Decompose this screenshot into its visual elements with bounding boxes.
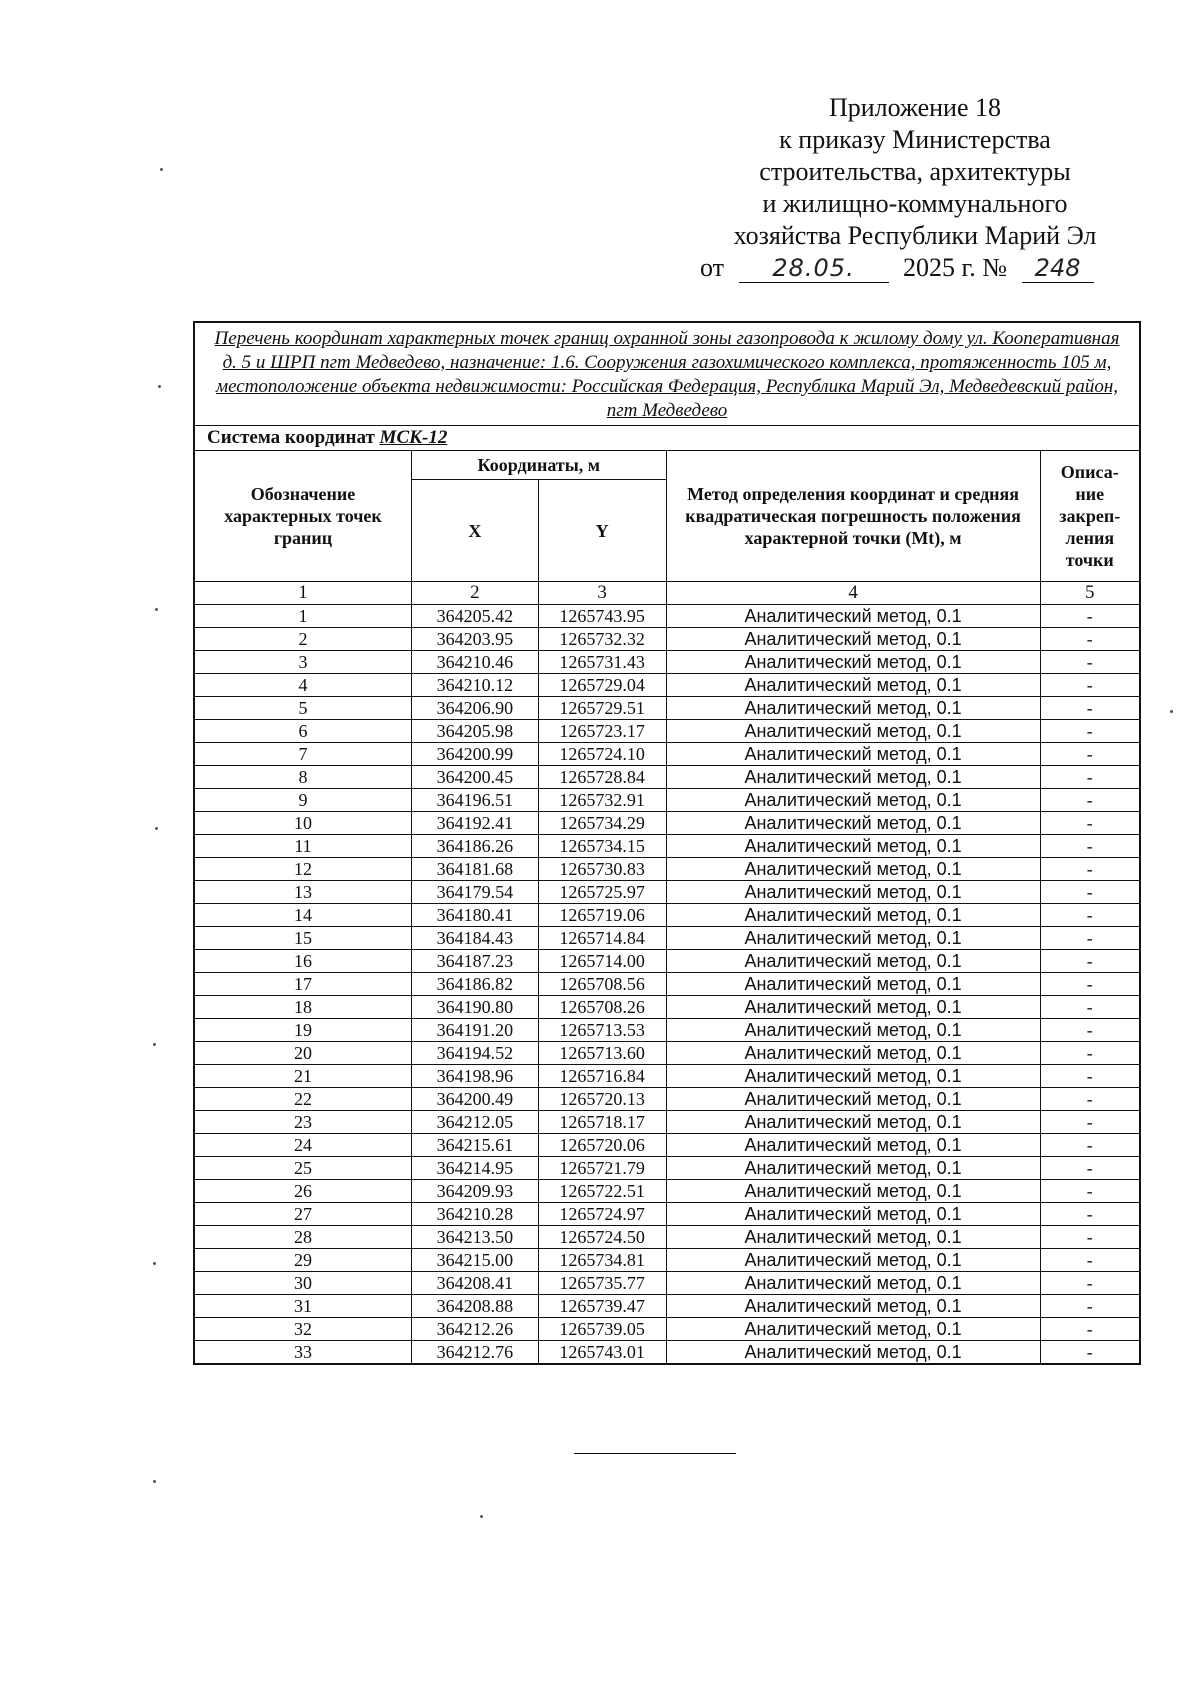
coord-y: 1265739.47	[538, 1295, 666, 1318]
table-row	[194, 766, 1140, 789]
document-header	[700, 92, 1130, 284]
table-row	[194, 674, 1140, 697]
coord-y: 1265713.60	[538, 1042, 666, 1065]
coord-x: 364198.96	[412, 1065, 539, 1088]
point-number: 7	[194, 743, 412, 766]
coordinate-system-value: МСК-12	[379, 427, 448, 448]
coord-y: 1265735.77	[538, 1272, 666, 1295]
method: Аналитический метод, 0.1	[666, 1318, 1040, 1341]
fixation-description: -	[1040, 1295, 1140, 1318]
table-row	[194, 651, 1140, 674]
coord-y: 1265729.51	[538, 697, 666, 720]
coord-x: 364200.45	[412, 766, 539, 789]
coord-x: 364215.00	[412, 1249, 539, 1272]
coord-x: 364208.88	[412, 1295, 539, 1318]
coord-y: 1265724.10	[538, 743, 666, 766]
ministry-line-2: и жилищно-коммунального	[762, 189, 1068, 218]
coord-x: 364212.05	[412, 1111, 539, 1134]
method: Аналитический метод, 0.1	[666, 973, 1040, 996]
fixation-description: -	[1040, 1272, 1140, 1295]
coord-y: 1265723.17	[538, 720, 666, 743]
coord-x: 364215.61	[412, 1134, 539, 1157]
coord-x: 364210.46	[412, 651, 539, 674]
table-title: Перечень координат характерных точек границ охранной зоны газопровода к жилому дому ул. Кооперативная д. 5 и ШРП пгт Медведево, назначение: 1.6. Сооружения газохимического комплекса, протяженность 105 м, местоположение объекта недвижимости: Российская Федерация, Республика Марий Эл, Медведевский район, пгт Медведево	[194, 322, 1140, 426]
point-number: 32	[194, 1318, 412, 1341]
table-row	[194, 927, 1140, 950]
coord-y: 1265739.05	[538, 1318, 666, 1341]
header-method: Метод определения координат и средняя квадратическая погрешность положения характерной точки (Mt), м	[666, 451, 1040, 582]
coord-y: 1265719.06	[538, 904, 666, 927]
coord-y: 1265732.91	[538, 789, 666, 812]
table-row	[194, 881, 1140, 904]
coord-y: 1265734.29	[538, 812, 666, 835]
point-number: 12	[194, 858, 412, 881]
coord-x: 364212.26	[412, 1318, 539, 1341]
scan-speck	[155, 608, 158, 611]
point-number: 13	[194, 881, 412, 904]
coord-x: 364186.82	[412, 973, 539, 996]
method: Аналитический метод, 0.1	[666, 927, 1040, 950]
ministry-line-3: хозяйства Республики Марий Эл	[733, 221, 1097, 250]
table-row	[194, 1226, 1140, 1249]
fixation-description: -	[1040, 1226, 1140, 1249]
table-row	[194, 605, 1140, 628]
coord-y: 1265714.00	[538, 950, 666, 973]
coord-y: 1265724.97	[538, 1203, 666, 1226]
method: Аналитический метод, 0.1	[666, 904, 1040, 927]
table-row	[194, 950, 1140, 973]
table-row	[194, 1042, 1140, 1065]
coord-x: 364192.41	[412, 812, 539, 835]
coord-y: 1265718.17	[538, 1111, 666, 1134]
coord-y: 1265724.50	[538, 1226, 666, 1249]
point-number: 15	[194, 927, 412, 950]
fixation-description: -	[1040, 1341, 1140, 1365]
table-row	[194, 1203, 1140, 1226]
coord-y: 1265725.97	[538, 881, 666, 904]
point-number: 8	[194, 766, 412, 789]
table-row	[194, 1065, 1140, 1088]
coord-x: 364196.51	[412, 789, 539, 812]
scan-speck	[1170, 710, 1173, 713]
point-number: 31	[194, 1295, 412, 1318]
fixation-description: -	[1040, 973, 1140, 996]
fixation-description: -	[1040, 789, 1140, 812]
table-row	[194, 743, 1140, 766]
table-row	[194, 858, 1140, 881]
scan-speck	[153, 1480, 156, 1483]
table-row	[194, 1249, 1140, 1272]
coord-y: 1265720.13	[538, 1088, 666, 1111]
coord-x: 364209.93	[412, 1180, 539, 1203]
coord-x: 364194.52	[412, 1042, 539, 1065]
point-number: 4	[194, 674, 412, 697]
coord-x: 364200.99	[412, 743, 539, 766]
coord-x: 364208.41	[412, 1272, 539, 1295]
point-number: 5	[194, 697, 412, 720]
coord-x: 364179.54	[412, 881, 539, 904]
handwritten-number: 248	[1022, 254, 1094, 283]
header-description: Описа-ние закреп-ления точки	[1040, 451, 1140, 582]
coord-x: 364203.95	[412, 628, 539, 651]
scan-speck	[158, 385, 161, 388]
method: Аналитический метод, 0.1	[666, 812, 1040, 835]
coord-x: 364205.42	[412, 605, 539, 628]
table-row	[194, 1318, 1140, 1341]
coord-y: 1265716.84	[538, 1065, 666, 1088]
fixation-description: -	[1040, 1019, 1140, 1042]
fixation-description: -	[1040, 651, 1140, 674]
point-number: 22	[194, 1088, 412, 1111]
fixation-description: -	[1040, 1249, 1140, 1272]
coord-y: 1265743.95	[538, 605, 666, 628]
fixation-description: -	[1040, 904, 1140, 927]
column-number-3: 3	[538, 582, 666, 605]
method: Аналитический метод, 0.1	[666, 1019, 1040, 1042]
coord-y: 1265728.84	[538, 766, 666, 789]
method: Аналитический метод, 0.1	[666, 1249, 1040, 1272]
fixation-description: -	[1040, 1180, 1140, 1203]
coord-x: 364186.26	[412, 835, 539, 858]
point-number: 23	[194, 1111, 412, 1134]
fixation-description: -	[1040, 743, 1140, 766]
coord-y: 1265722.51	[538, 1180, 666, 1203]
method: Аналитический метод, 0.1	[666, 1157, 1040, 1180]
coord-y: 1265721.79	[538, 1157, 666, 1180]
table-row	[194, 697, 1140, 720]
point-number: 21	[194, 1065, 412, 1088]
coordinates-table	[193, 321, 1141, 1365]
coord-x: 364205.98	[412, 720, 539, 743]
point-number: 28	[194, 1226, 412, 1249]
coord-x: 364184.43	[412, 927, 539, 950]
table-row	[194, 904, 1140, 927]
fixation-description: -	[1040, 1157, 1140, 1180]
point-number: 33	[194, 1341, 412, 1365]
method: Аналитический метод, 0.1	[666, 720, 1040, 743]
point-number: 20	[194, 1042, 412, 1065]
fixation-description: -	[1040, 858, 1140, 881]
point-number: 29	[194, 1249, 412, 1272]
handwritten-date: 28.05.	[739, 254, 889, 283]
year-number-label: 2025 г. №	[903, 253, 1008, 282]
coord-x: 364212.76	[412, 1341, 539, 1365]
header-coordinates: Координаты, м	[412, 451, 667, 480]
method: Аналитический метод, 0.1	[666, 1203, 1040, 1226]
table-row	[194, 973, 1140, 996]
coord-x: 364210.12	[412, 674, 539, 697]
coord-x: 364210.28	[412, 1203, 539, 1226]
table-row	[194, 1180, 1140, 1203]
fixation-description: -	[1040, 950, 1140, 973]
fixation-description: -	[1040, 697, 1140, 720]
method: Аналитический метод, 0.1	[666, 950, 1040, 973]
coord-y: 1265708.56	[538, 973, 666, 996]
fixation-description: -	[1040, 1318, 1140, 1341]
point-number: 30	[194, 1272, 412, 1295]
method: Аналитический метод, 0.1	[666, 1226, 1040, 1249]
fixation-description: -	[1040, 628, 1140, 651]
column-number-1: 1	[194, 582, 412, 605]
column-number-4: 4	[666, 582, 1040, 605]
coordinate-system-row	[194, 426, 1140, 451]
coord-x: 364181.68	[412, 858, 539, 881]
point-number: 26	[194, 1180, 412, 1203]
table-row	[194, 812, 1140, 835]
fixation-description: -	[1040, 996, 1140, 1019]
coord-y: 1265720.06	[538, 1134, 666, 1157]
scan-speck	[160, 168, 163, 171]
fixation-description: -	[1040, 927, 1140, 950]
method: Аналитический метод, 0.1	[666, 996, 1040, 1019]
fixation-description: -	[1040, 1134, 1140, 1157]
table-row	[194, 1295, 1140, 1318]
ministry-line-1: строительства, архитектуры	[759, 157, 1071, 186]
method: Аналитический метод, 0.1	[666, 605, 1040, 628]
column-number-2: 2	[412, 582, 539, 605]
fixation-description: -	[1040, 674, 1140, 697]
point-number: 1	[194, 605, 412, 628]
coord-x: 364191.20	[412, 1019, 539, 1042]
method: Аналитический метод, 0.1	[666, 766, 1040, 789]
scan-speck	[480, 1515, 483, 1518]
point-number: 2	[194, 628, 412, 651]
table-row	[194, 1111, 1140, 1134]
coord-x: 364200.49	[412, 1088, 539, 1111]
column-number-5: 5	[1040, 582, 1140, 605]
method: Аналитический метод, 0.1	[666, 858, 1040, 881]
coord-y: 1265734.81	[538, 1249, 666, 1272]
table-row	[194, 628, 1140, 651]
point-number: 9	[194, 789, 412, 812]
method: Аналитический метод, 0.1	[666, 835, 1040, 858]
appendix-title: Приложение 18	[828, 93, 1002, 122]
method: Аналитический метод, 0.1	[666, 697, 1040, 720]
fixation-description: -	[1040, 1203, 1140, 1226]
table-row	[194, 1341, 1140, 1365]
point-number: 27	[194, 1203, 412, 1226]
coord-y: 1265714.84	[538, 927, 666, 950]
point-number: 6	[194, 720, 412, 743]
fixation-description: -	[1040, 1042, 1140, 1065]
table-row	[194, 1088, 1140, 1111]
point-number: 3	[194, 651, 412, 674]
point-number: 25	[194, 1157, 412, 1180]
point-number: 10	[194, 812, 412, 835]
scan-speck	[155, 827, 158, 830]
order-line: к приказу Министерства	[779, 125, 1051, 154]
coordinate-system-label: Система координат	[207, 427, 375, 448]
method: Аналитический метод, 0.1	[666, 628, 1040, 651]
fixation-description: -	[1040, 720, 1140, 743]
coord-y: 1265734.15	[538, 835, 666, 858]
fixation-description: -	[1040, 1111, 1140, 1134]
method: Аналитический метод, 0.1	[666, 1180, 1040, 1203]
method: Аналитический метод, 0.1	[666, 1341, 1040, 1365]
fixation-description: -	[1040, 1088, 1140, 1111]
method: Аналитический метод, 0.1	[666, 1272, 1040, 1295]
coord-x: 364213.50	[412, 1226, 539, 1249]
table-row	[194, 789, 1140, 812]
table-row	[194, 720, 1140, 743]
fixation-description: -	[1040, 605, 1140, 628]
method: Аналитический метод, 0.1	[666, 674, 1040, 697]
coord-y: 1265732.32	[538, 628, 666, 651]
point-number: 17	[194, 973, 412, 996]
point-number: 16	[194, 950, 412, 973]
point-number: 19	[194, 1019, 412, 1042]
scan-speck	[153, 1262, 156, 1265]
method: Аналитический метод, 0.1	[666, 881, 1040, 904]
fixation-description: -	[1040, 835, 1140, 858]
table-row	[194, 1272, 1140, 1295]
closing-line	[574, 1453, 736, 1454]
method: Аналитический метод, 0.1	[666, 1134, 1040, 1157]
coord-x: 364180.41	[412, 904, 539, 927]
point-number: 11	[194, 835, 412, 858]
date-prefix: от	[700, 253, 725, 282]
method: Аналитический метод, 0.1	[666, 1042, 1040, 1065]
scan-speck	[153, 1043, 156, 1046]
coord-x: 364206.90	[412, 697, 539, 720]
table-row	[194, 835, 1140, 858]
point-number: 14	[194, 904, 412, 927]
header-y: Y	[538, 480, 666, 582]
fixation-description: -	[1040, 766, 1140, 789]
method: Аналитический метод, 0.1	[666, 789, 1040, 812]
table-row	[194, 1019, 1140, 1042]
method: Аналитический метод, 0.1	[666, 1295, 1040, 1318]
coord-y: 1265729.04	[538, 674, 666, 697]
point-number: 24	[194, 1134, 412, 1157]
table-row	[194, 1134, 1140, 1157]
coord-y: 1265743.01	[538, 1341, 666, 1365]
table-body	[194, 605, 1140, 1365]
point-number: 18	[194, 996, 412, 1019]
coord-x: 364214.95	[412, 1157, 539, 1180]
coord-x: 364190.80	[412, 996, 539, 1019]
method: Аналитический метод, 0.1	[666, 1111, 1040, 1134]
coord-x: 364187.23	[412, 950, 539, 973]
method: Аналитический метод, 0.1	[666, 1088, 1040, 1111]
fixation-description: -	[1040, 1065, 1140, 1088]
date-number-line	[700, 252, 1130, 284]
table-row	[194, 996, 1140, 1019]
header-point: Обозначение характерных точек границ	[194, 451, 412, 582]
fixation-description: -	[1040, 812, 1140, 835]
coord-y: 1265731.43	[538, 651, 666, 674]
coord-y: 1265713.53	[538, 1019, 666, 1042]
header-x: X	[412, 480, 539, 582]
method: Аналитический метод, 0.1	[666, 1065, 1040, 1088]
method: Аналитический метод, 0.1	[666, 651, 1040, 674]
table-row	[194, 1157, 1140, 1180]
method: Аналитический метод, 0.1	[666, 743, 1040, 766]
fixation-description: -	[1040, 881, 1140, 904]
coord-y: 1265708.26	[538, 996, 666, 1019]
coord-y: 1265730.83	[538, 858, 666, 881]
